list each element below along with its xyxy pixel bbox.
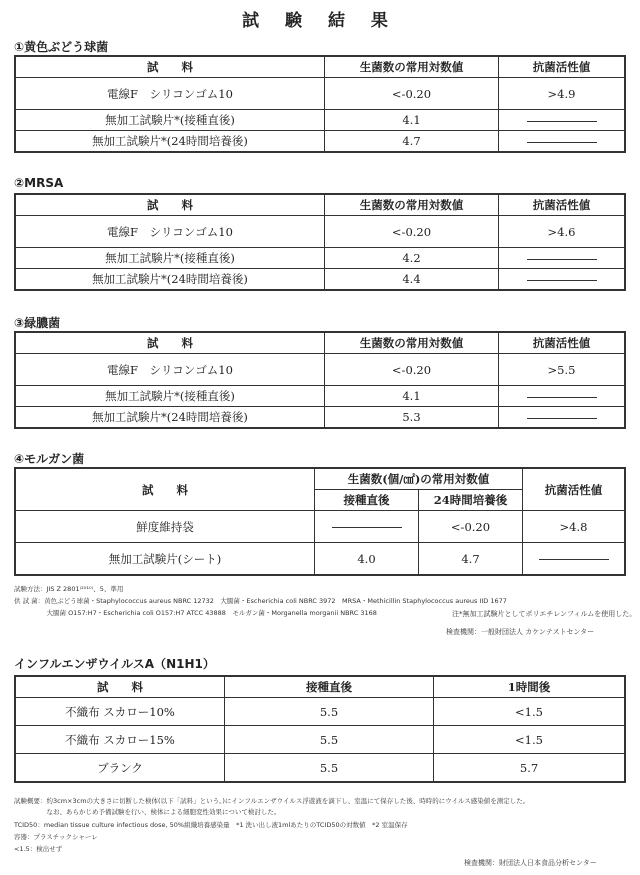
sample-cell: 電線F シリコンゴム10: [15, 216, 325, 248]
sample-cell: 無加工試験片*(24時間培養後): [15, 131, 325, 153]
dash-mark: [527, 259, 597, 260]
note-strains-2: 大腸菌 O157:H7・Escherichia coli O157:H7 ATCC 43888 モルガン菌・Morganella morganii NBRC 3168: [14, 609, 377, 617]
note-method: 試験方法：JIS Z 2801⁽²⁰¹⁰⁾、5、準用: [14, 585, 124, 593]
results-table-staph: [14, 55, 626, 153]
header-sample: 試 料: [15, 468, 315, 511]
activity-cell: [523, 543, 626, 576]
activity-cell: [499, 110, 626, 131]
inoc-cell: [315, 511, 419, 543]
activity-cell: [499, 386, 626, 407]
header-log: 生菌数の常用対数値: [325, 56, 499, 78]
log-cell: 5.3: [325, 407, 499, 429]
section-title-influenza: インフルエンザウイルスA（N1H1）: [14, 657, 215, 671]
after-cell: <1.5: [434, 726, 626, 754]
inoc-cell: 4.0: [315, 543, 419, 576]
header-after24: 24時間培養後: [419, 490, 523, 511]
activity-cell: >4.8: [523, 511, 626, 543]
dash-mark: [332, 527, 402, 528]
page-title: 試 験 結 果: [242, 11, 398, 31]
after-cell: <1.5: [434, 698, 626, 726]
results-table-mrsa: [14, 193, 626, 291]
section-title-morgan: ④モルガン菌: [14, 452, 85, 466]
note-strains-1: 供 試 菌：黄色ぶどう球菌・Staphylococcus aureus NBRC 12732 大腸菌・Escherichia coli NBRC 3972 MRSA・Methicillin Staphylococcus aureus IID 1677: [14, 597, 507, 605]
sample-cell: 鮮度維持袋: [15, 511, 315, 543]
sample-cell: 無加工試験片(シート): [15, 543, 315, 576]
note-tcid50: TCID50：median tissue culture infectious dose, 50%組織培養感染量 *1 洗い出し液1mlあたりのTCID50の対数値 *2 室温保存: [14, 821, 408, 829]
dash-mark: [527, 142, 597, 143]
sample-cell: 無加工試験片*(接種直後): [15, 110, 325, 131]
inoc-cell: 5.5: [225, 726, 434, 754]
header-sample: 試 料: [15, 332, 325, 354]
section-title-staph: ①黄色ぶどう球菌: [14, 40, 109, 54]
note-overview-2: なお、あらかじめ予備試験を行い、検体による細胞変性効果について検討した。: [14, 808, 281, 816]
after-cell: <-0.20: [419, 511, 523, 543]
header-activity: 抗菌活性値: [523, 468, 626, 511]
note-org-2: 検査機関：財団法人日本食品分析センター: [464, 859, 597, 867]
inoc-cell: 5.5: [225, 754, 434, 783]
header-inoculation: 接種直後: [315, 490, 419, 511]
sample-cell: 不織布 スカロー15%: [15, 726, 225, 754]
dash-mark: [527, 397, 597, 398]
log-cell: 4.1: [325, 110, 499, 131]
sample-cell: 無加工試験片*(24時間培養後): [15, 269, 325, 291]
activity-cell: >4.6: [499, 216, 626, 248]
header-log: 生菌数の常用対数値: [325, 332, 499, 354]
log-cell: <-0.20: [325, 216, 499, 248]
sample-cell: ブランク: [15, 754, 225, 783]
header-sample: 試 料: [15, 56, 325, 78]
header-inoculation: 接種直後: [225, 676, 434, 698]
activity-cell: [499, 269, 626, 291]
log-cell: <-0.20: [325, 78, 499, 110]
header-sample: 試 料: [15, 676, 225, 698]
log-cell: <-0.20: [325, 354, 499, 386]
header-activity: 抗菌活性値: [499, 56, 626, 78]
activity-cell: >5.5: [499, 354, 626, 386]
log-cell: 4.2: [325, 248, 499, 269]
results-table-pseudomonas: [14, 331, 626, 429]
note-film: 注*無加工試験片としてポリエチレンフィルムを使用した。: [452, 610, 637, 618]
dash-mark: [539, 559, 609, 560]
activity-cell: [499, 131, 626, 153]
dash-mark: [527, 418, 597, 419]
header-sample: 試 料: [15, 194, 325, 216]
after-cell: 5.7: [434, 754, 626, 783]
activity-cell: [499, 407, 626, 429]
sample-cell: 電線F シリコンゴム10: [15, 354, 325, 386]
results-table-influenza: [14, 675, 626, 783]
header-log-unit: 生菌数(個/㎠)の常用対数値: [315, 468, 523, 490]
header-after1h: 1時間後: [434, 676, 626, 698]
section-title-pseudomonas: ③緑膿菌: [14, 316, 61, 330]
inoc-cell: 5.5: [225, 698, 434, 726]
sample-cell: 不織布 スカロー10%: [15, 698, 225, 726]
activity-cell: [499, 248, 626, 269]
dash-mark: [527, 280, 597, 281]
header-activity: 抗菌活性値: [499, 332, 626, 354]
note-detection: <1.5：検出せず: [14, 845, 63, 853]
sample-cell: 無加工試験片*(24時間培養後): [15, 407, 325, 429]
header-log: 生菌数の常用対数値: [325, 194, 499, 216]
note-container: 容器：プラスチックシャーレ: [14, 833, 98, 841]
log-cell: 4.1: [325, 386, 499, 407]
sample-cell: 無加工試験片*(接種直後): [15, 386, 325, 407]
note-org: 検査機関：一般財団法人 カケンテストセンター: [446, 628, 595, 636]
log-cell: 4.7: [325, 131, 499, 153]
log-cell: 4.4: [325, 269, 499, 291]
dash-mark: [527, 121, 597, 122]
section-title-mrsa: ②MRSA: [14, 176, 64, 190]
sample-cell: 無加工試験片*(接種直後): [15, 248, 325, 269]
header-activity: 抗菌活性値: [499, 194, 626, 216]
activity-cell: >4.9: [499, 78, 626, 110]
after-cell: 4.7: [419, 543, 523, 576]
sample-cell: 電線F シリコンゴム10: [15, 78, 325, 110]
results-table-morgan: [14, 467, 626, 576]
note-overview-1: 試験概要：約3cm×3cmの大きさに切断した検体(以下「試料」という。)にインフルエンザウイルス浮遊液を滴下し、室温にて保存した後、時時的にウイルス感染値を測定した。: [14, 797, 530, 805]
